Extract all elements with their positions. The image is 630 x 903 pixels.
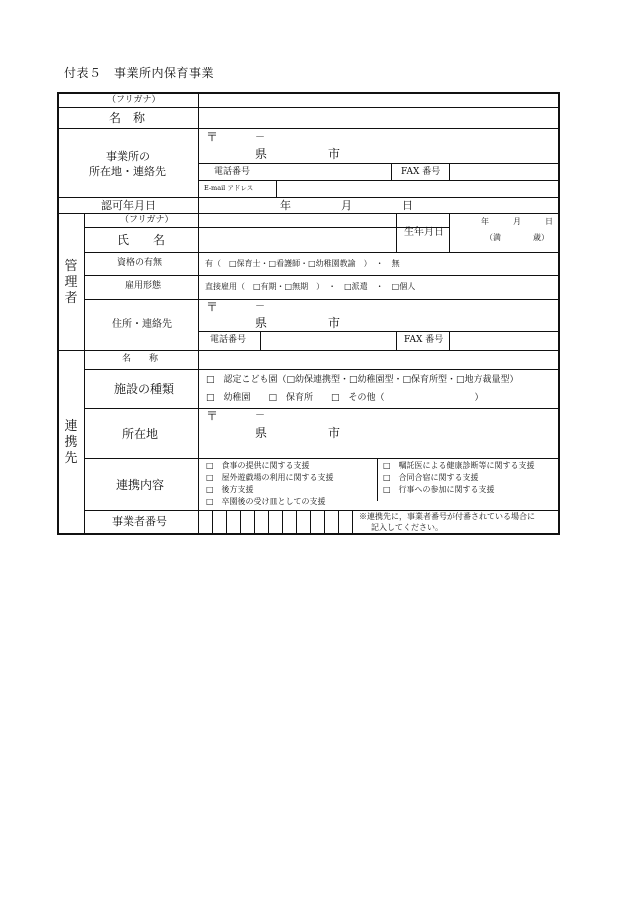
operator-note-1: ※連携先に，事業者番号が付番されている場合に bbox=[359, 512, 535, 521]
row-divider bbox=[84, 408, 558, 409]
col-divider bbox=[396, 213, 397, 252]
city-label: 市 bbox=[328, 147, 341, 161]
digit-box-divider bbox=[352, 510, 353, 533]
row-divider bbox=[84, 275, 558, 276]
application-form bbox=[57, 92, 560, 535]
birth-year-label: 年 bbox=[481, 217, 489, 226]
row-divider bbox=[84, 369, 558, 370]
cooperation-option[interactable]: □ 食事の提供に関する支援 bbox=[206, 461, 310, 470]
prefecture-label: 県 bbox=[255, 426, 268, 440]
operator-note-2: 記入してください。 bbox=[371, 523, 443, 532]
manager-address-label: 住所・連絡先 bbox=[112, 319, 172, 330]
furigana-label: （フリガナ） bbox=[107, 95, 161, 105]
row-divider bbox=[59, 197, 558, 198]
postal-dash: － bbox=[255, 301, 265, 312]
col-divider bbox=[377, 458, 378, 501]
partner-name-field[interactable] bbox=[200, 351, 556, 368]
day-label: 日 bbox=[402, 199, 413, 212]
col-divider bbox=[396, 331, 397, 350]
operator-number-label: 事業者番号 bbox=[112, 515, 167, 528]
birthdate-label: 生年月日 bbox=[404, 227, 444, 238]
row-divider bbox=[84, 252, 558, 253]
cooperation-option[interactable]: □ 合同合宿に関する支援 bbox=[383, 473, 479, 482]
cooperation-option[interactable]: □ 嘱託医による健康診断等に関する支援 bbox=[383, 461, 535, 470]
employment-label: 雇用形態 bbox=[125, 281, 162, 291]
col-divider bbox=[198, 94, 199, 533]
cooperation-option[interactable]: □ 卒園後の受け皿としての支援 bbox=[206, 497, 326, 506]
month-label: 月 bbox=[341, 199, 352, 212]
cooperation-option[interactable]: □ 屋外遊戯場の利用に関する支援 bbox=[206, 473, 334, 482]
col-divider bbox=[449, 213, 450, 252]
birth-day-label: 日 bbox=[545, 217, 553, 226]
cooperation-label: 連携内容 bbox=[116, 478, 165, 492]
business-address-label: 事業所の bbox=[106, 150, 150, 163]
cooperation-option[interactable]: □ 後方支援 bbox=[206, 485, 254, 494]
age-close-label: 歳） bbox=[533, 233, 549, 242]
business-address-label-2: 所在地・連絡先 bbox=[89, 165, 166, 178]
location-label: 所在地 bbox=[122, 427, 159, 441]
business-name-field[interactable] bbox=[200, 109, 556, 127]
facility-type-options-2[interactable]: □ 幼稚園 □ 保育所 □ その他（ ） bbox=[206, 393, 484, 403]
manager-section-label: 管理者 bbox=[64, 259, 78, 306]
row-divider bbox=[84, 458, 558, 459]
facility-type-label: 施設の種類 bbox=[114, 382, 175, 396]
manager-name-field[interactable] bbox=[200, 229, 395, 251]
city-label: 市 bbox=[328, 426, 341, 440]
facility-type-options-1[interactable]: □ 認定こども園（□幼保連携型・□幼稚園型・□保育所型・□地方裁量型） bbox=[206, 375, 519, 385]
age-open-label: （満 bbox=[485, 233, 501, 242]
col-divider bbox=[84, 213, 85, 533]
page-title: 付表５ 事業所内保育事業 bbox=[64, 66, 215, 80]
row-divider bbox=[84, 299, 558, 300]
qualification-options[interactable]: 有（ □保育士・□看護師・□幼稚園教諭 ） ・ 無 bbox=[205, 259, 400, 268]
row-divider bbox=[59, 107, 558, 108]
business-email-field[interactable] bbox=[277, 181, 557, 196]
phone-label: 電話番号 bbox=[214, 167, 251, 177]
city-label: 市 bbox=[328, 316, 341, 330]
birth-month-label: 月 bbox=[513, 217, 521, 226]
partner-section-label: 連携先 bbox=[64, 419, 78, 466]
fax-label: FAX 番号 bbox=[404, 335, 444, 345]
postal-mark: 〒 bbox=[206, 130, 219, 144]
fax-label: FAX 番号 bbox=[401, 167, 441, 177]
postal-dash: － bbox=[255, 132, 265, 143]
qualification-label: 資格の有無 bbox=[117, 258, 163, 268]
manager-name-label: 氏 名 bbox=[117, 233, 166, 247]
email-label: E-mail アドレス bbox=[204, 184, 254, 192]
approval-date-label: 認可年月日 bbox=[101, 199, 156, 212]
prefecture-label: 県 bbox=[255, 147, 268, 161]
postal-mark: 〒 bbox=[206, 300, 219, 314]
manager-phone-field[interactable] bbox=[261, 332, 395, 349]
phone-label: 電話番号 bbox=[210, 335, 247, 345]
prefecture-label: 県 bbox=[255, 316, 268, 330]
business-name-label: 名 称 bbox=[109, 111, 146, 125]
year-label: 年 bbox=[280, 199, 291, 212]
row-divider bbox=[84, 227, 449, 228]
row-divider bbox=[59, 128, 558, 129]
employment-options[interactable]: 直接雇用（ □有期・□無期 ） ・ □派遣 ・ □個人 bbox=[205, 282, 416, 291]
manager-fax-field[interactable] bbox=[450, 332, 557, 349]
postal-mark: 〒 bbox=[206, 409, 219, 423]
manager-furigana-label: （フリガナ） bbox=[120, 215, 174, 225]
col-divider bbox=[391, 163, 392, 180]
business-phone-field[interactable] bbox=[264, 164, 390, 179]
partner-name-label: 名 称 bbox=[122, 354, 159, 364]
operator-number-field[interactable] bbox=[200, 511, 351, 532]
cooperation-option[interactable]: □ 行事への参加に関する支援 bbox=[383, 485, 495, 494]
business-fax-field[interactable] bbox=[450, 164, 557, 179]
postal-dash: － bbox=[255, 410, 265, 421]
row-divider bbox=[59, 213, 558, 214]
